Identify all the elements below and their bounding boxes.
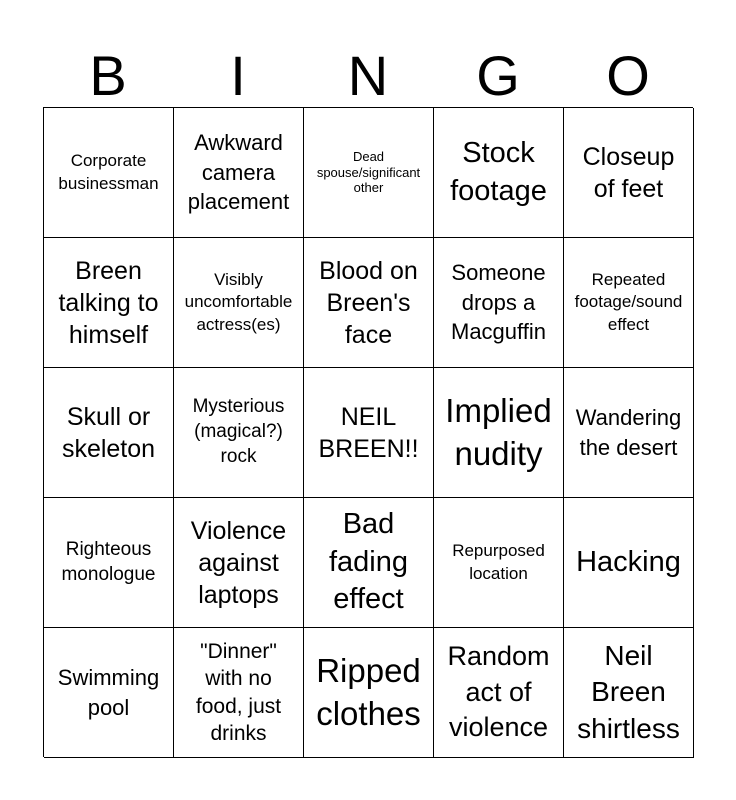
bingo-cell[interactable] bbox=[304, 498, 434, 628]
cell-text: Mysterious (magical?) rock bbox=[192, 396, 285, 467]
bingo-cell[interactable] bbox=[564, 498, 694, 628]
cell-text: Neil Breen shirtless bbox=[577, 639, 680, 744]
header-letter-b: B bbox=[89, 44, 127, 107]
bingo-cell[interactable] bbox=[44, 238, 174, 368]
bingo-cell[interactable] bbox=[304, 628, 434, 758]
bingo-cell[interactable] bbox=[174, 498, 304, 628]
bingo-cell[interactable] bbox=[44, 628, 174, 758]
bingo-cell[interactable] bbox=[304, 238, 434, 368]
cell-text: Ripped clothes bbox=[316, 651, 421, 732]
cell-text: Awkward camera placement bbox=[187, 130, 290, 215]
bingo-cell[interactable] bbox=[564, 628, 694, 758]
cell-text: Skull or skeleton bbox=[61, 402, 156, 463]
bingo-cell[interactable] bbox=[44, 498, 174, 628]
bingo-cell[interactable] bbox=[434, 628, 564, 758]
bingo-cell[interactable] bbox=[434, 368, 564, 498]
header-letter-o: O bbox=[606, 44, 650, 107]
cell-text: Wandering the desert bbox=[575, 405, 682, 460]
bingo-cell[interactable] bbox=[174, 368, 304, 498]
cell-text: Hacking bbox=[576, 545, 681, 578]
bingo-cell[interactable] bbox=[434, 238, 564, 368]
cell-text: Random act of violence bbox=[447, 641, 550, 743]
bingo-cell[interactable] bbox=[434, 108, 564, 238]
bingo-cell[interactable] bbox=[304, 108, 434, 238]
bingo-cell[interactable] bbox=[564, 368, 694, 498]
cell-text: NEIL BREEN!! bbox=[318, 402, 419, 463]
bingo-cell[interactable] bbox=[434, 498, 564, 628]
cell-text: Stock footage bbox=[450, 136, 547, 207]
cell-text: Breen talking to himself bbox=[58, 256, 159, 349]
header-letter-n: N bbox=[347, 44, 389, 107]
bingo-header bbox=[43, 44, 693, 108]
cell-text: Dead spouse/significant other bbox=[316, 149, 421, 196]
cell-text: Bad fading effect bbox=[328, 507, 408, 616]
cell-text: "Dinner" with no food, just drinks bbox=[195, 639, 282, 745]
bingo-board bbox=[43, 107, 693, 757]
cell-text: Repeated footage/sound effect bbox=[574, 270, 683, 334]
bingo-cell[interactable] bbox=[44, 368, 174, 498]
cell-text: Visibly uncomfortable actress(es) bbox=[184, 270, 293, 334]
bingo-cell[interactable] bbox=[174, 238, 304, 368]
bingo-cell[interactable] bbox=[304, 368, 434, 498]
bingo-cell[interactable] bbox=[44, 108, 174, 238]
cell-text: Righteous monologue bbox=[61, 538, 156, 585]
bingo-cell[interactable] bbox=[564, 238, 694, 368]
cell-text: Closeup of feet bbox=[582, 142, 675, 203]
cell-text: Repurposed location bbox=[452, 541, 545, 583]
header-letter-i: I bbox=[230, 44, 246, 107]
cell-text: Swimming pool bbox=[57, 665, 160, 720]
cell-text: Corporate businessman bbox=[58, 151, 159, 193]
header-letter-g: G bbox=[476, 44, 520, 107]
cell-text: Someone drops a Macguffin bbox=[451, 260, 546, 345]
cell-text: Violence against laptops bbox=[190, 516, 287, 609]
cell-text: Blood on Breen's face bbox=[319, 256, 418, 349]
bingo-cell[interactable] bbox=[174, 628, 304, 758]
bingo-cell[interactable] bbox=[174, 108, 304, 238]
bingo-cell[interactable] bbox=[564, 108, 694, 238]
cell-text: Implied nudity bbox=[445, 391, 552, 472]
